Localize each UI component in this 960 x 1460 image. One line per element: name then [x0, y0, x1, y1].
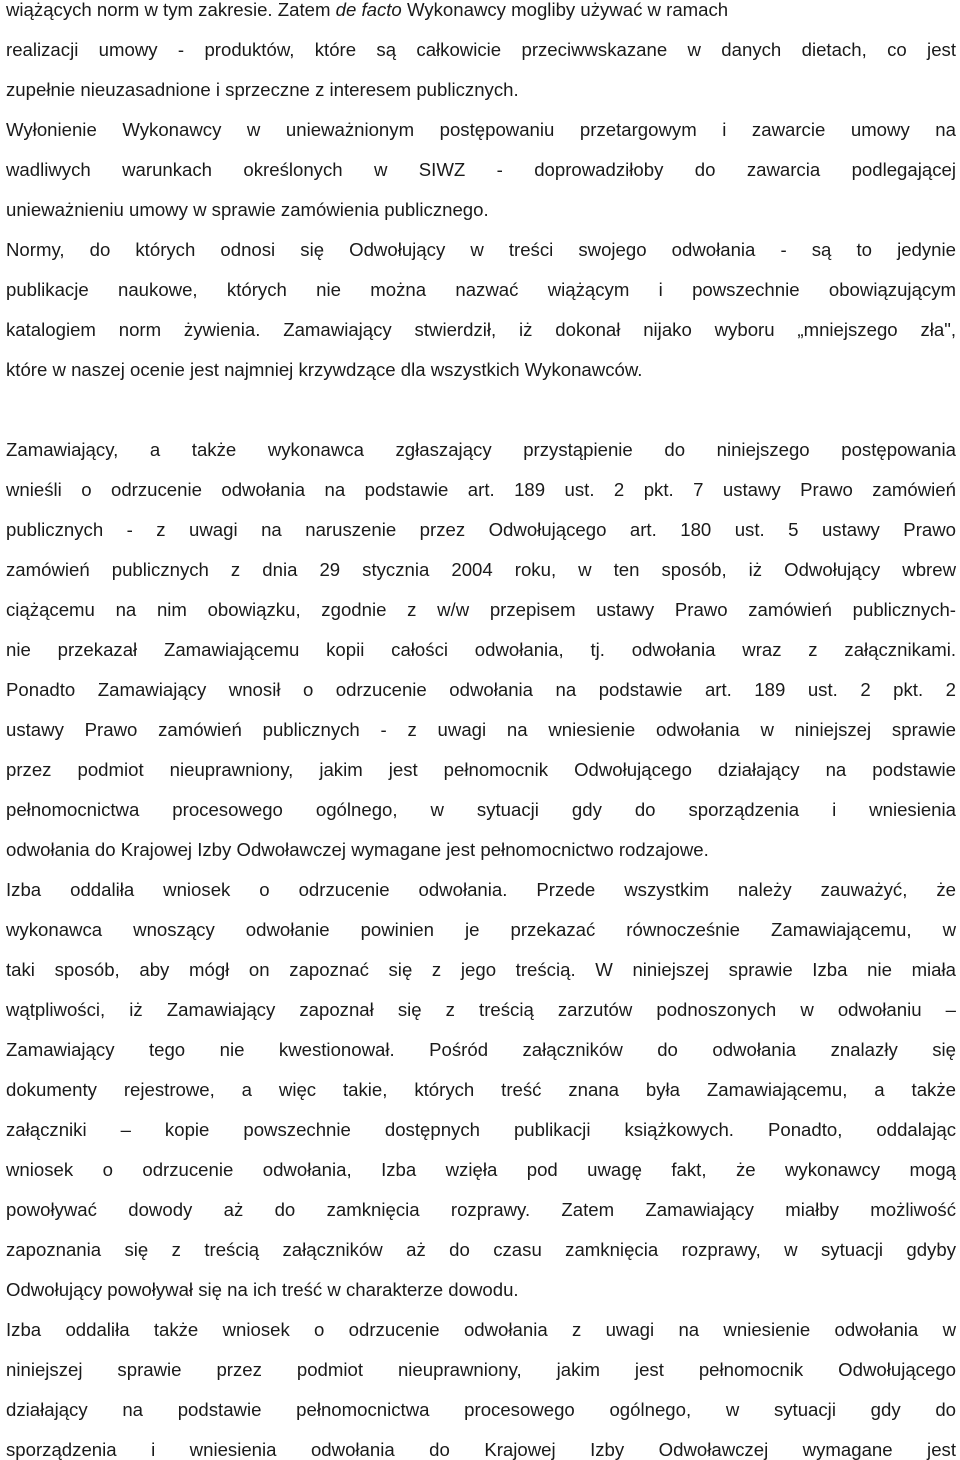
- text-segment: wiążących norm w tym zakresie. Zatem: [6, 0, 336, 20]
- text-segment: wnieśli o odrzucenie odwołania na podstawie art. 189 ust. 2 pkt. 7 ustawy Prawo zamówień: [6, 479, 956, 500]
- text-segment: powoływać dowody aż do zamknięcia rozprawy. Zatem Zamawiający miałby możliwość: [6, 1199, 956, 1220]
- text-segment: Wyłonienie Wykonawcy w unieważnionym postępowaniu przetargowym i zawarcie umowy na: [6, 119, 956, 140]
- text-segment: katalogiem norm żywienia. Zamawiający stwierdził, iż dokonał nijako wyboru „mniejszego zła",: [6, 319, 956, 340]
- text-segment: wadliwych warunkach określonych w SIWZ - doprowadziłoby do zawarcia podlegającej: [6, 159, 956, 180]
- text-line: [6, 360, 956, 400]
- text-line: [6, 280, 956, 320]
- text-line: [6, 1080, 956, 1120]
- text-line: [6, 1360, 956, 1400]
- text-segment: odwołania do Krajowej Izby Odwoławczej wymagane jest pełnomocnictwo rodzajowe.: [6, 839, 709, 860]
- text-line: [6, 560, 956, 600]
- text-segment: wykonawca wnoszący odwołanie powinien je przekazać równocześnie Zamawiającemu, w: [6, 919, 956, 940]
- text-segment: Odwołujący powoływał się na ich treść w charakterze dowodu.: [6, 1279, 519, 1300]
- text-segment: wniosek o odrzucenie odwołania, Izba wzięła pod uwagę fakt, że wykonawcy mogą: [6, 1159, 956, 1180]
- text-line: [6, 80, 956, 120]
- text-segment: Izba oddaliła także wniosek o odrzucenie odwołania z uwagi na wniesienie odwołania w: [6, 1319, 956, 1340]
- text-line: [6, 160, 956, 200]
- text-line: [6, 1120, 956, 1160]
- text-segment: przez podmiot nieuprawniony, jakim jest pełnomocnik Odwołującego działający na podstawie: [6, 759, 956, 780]
- text-line: [6, 240, 956, 280]
- text-segment: Normy, do których odnosi się Odwołujący w treści swojego odwołania - są to jedynie: [6, 239, 956, 260]
- text-line: [6, 200, 956, 240]
- text-line: [6, 840, 956, 880]
- text-segment: realizacji umowy - produktów, które są całkowicie przeciwwskazane w danych dietach, co jest: [6, 39, 956, 60]
- text-line: [6, 1400, 956, 1440]
- text-segment: dokumenty rejestrowe, a więc takie, których treść znana była Zamawiającemu, a także: [6, 1079, 956, 1100]
- text-line: [6, 120, 956, 160]
- text-line: [6, 320, 956, 360]
- text-line: [6, 640, 956, 680]
- text-segment: zamówień publicznych z dnia 29 stycznia 2004 roku, w ten sposób, iż Odwołujący wbrew: [6, 559, 956, 580]
- text-segment: publicznych - z uwagi na naruszenie przez Odwołującego art. 180 ust. 5 ustawy Prawo: [6, 519, 956, 540]
- text-segment: zapoznania się z treścią załączników aż do czasu zamknięcia rozprawy, w sytuacji gdyby: [6, 1239, 956, 1260]
- text-line: [6, 1200, 956, 1240]
- text-segment: załączniki – kopie powszechnie dostępnych publikacji książkowych. Ponadto, oddalając: [6, 1119, 956, 1140]
- text-line: [6, 0, 956, 40]
- document-page: [6, 0, 956, 1460]
- text-line: [6, 800, 956, 840]
- text-segment: taki sposób, aby mógł on zapoznać się z jego treścią. W niniejszej sprawie Izba nie miała: [6, 959, 956, 980]
- text-segment: nie przekazał Zamawiającemu kopii całości odwołania, tj. odwołania wraz z załącznikami.: [6, 639, 956, 660]
- text-line: [6, 1280, 956, 1320]
- text-segment: Wykonawcy mogliby używać w ramach: [401, 0, 729, 20]
- text-line: [6, 1440, 956, 1460]
- text-segment: sporządzenia i wniesienia odwołania do Krajowej Izby Odwoławczej wymagane jest: [6, 1439, 956, 1460]
- text-line: [6, 880, 956, 920]
- text-line: [6, 680, 956, 720]
- text-line: [6, 480, 956, 520]
- text-segment: niniejszej sprawie przez podmiot nieuprawniony, jakim jest pełnomocnik Odwołującego: [6, 1359, 956, 1380]
- text-line: [6, 1240, 956, 1280]
- text-segment: które w naszej ocenie jest najmniej krzywdzące dla wszystkich Wykonawców.: [6, 359, 643, 380]
- text-line: [6, 1160, 956, 1200]
- text-segment: Zamawiający tego nie kwestionował. Pośród załączników do odwołania znalazły się: [6, 1039, 956, 1060]
- text-segment: Izba oddaliła wniosek o odrzucenie odwołania. Przede wszystkim należy zauważyć, że: [6, 879, 956, 900]
- text-segment: pełnomocnictwa procesowego ogólnego, w sytuacji gdy do sporządzenia i wniesienia: [6, 799, 956, 820]
- text-line: [6, 600, 956, 640]
- text-segment: publikacje naukowe, których nie można nazwać wiążącym i powszechnie obowiązującym: [6, 279, 956, 300]
- text-line: [6, 960, 956, 1000]
- text-segment: Ponadto Zamawiający wnosił o odrzucenie odwołania na podstawie art. 189 ust. 2 pkt. 2: [6, 679, 956, 700]
- text-segment: Zamawiający, a także wykonawca zgłaszający przystąpienie do niniejszego postępowania: [6, 439, 956, 460]
- text-segment: działający na podstawie pełnomocnictwa procesowego ogólnego, w sytuacji gdy do: [6, 1399, 956, 1420]
- text-segment: ciążącemu na nim obowiązku, zgodnie z w/w przepisem ustawy Prawo zamówień publicznych-: [6, 599, 956, 620]
- text-line: [6, 1000, 956, 1040]
- text-line: [6, 40, 956, 80]
- text-line: [6, 1040, 956, 1080]
- text-line: [6, 920, 956, 960]
- text-line: [6, 520, 956, 560]
- italic-phrase: de facto: [335, 0, 402, 20]
- text-line: [6, 720, 956, 760]
- text-segment: zupełnie nieuzasadnione i sprzeczne z interesem publicznych.: [6, 79, 519, 100]
- text-segment: ustawy Prawo zamówień publicznych - z uwagi na wniesienie odwołania w niniejszej sprawie: [6, 719, 956, 740]
- text-segment: wątpliwości, iż Zamawiający zapoznał się z treścią zarzutów podnoszonych w odwołaniu –: [6, 999, 956, 1020]
- text-line: [6, 1320, 956, 1360]
- text-line: [6, 440, 956, 480]
- text-line: [6, 760, 956, 800]
- text-segment: unieważnieniu umowy w sprawie zamówienia publicznego.: [6, 199, 489, 220]
